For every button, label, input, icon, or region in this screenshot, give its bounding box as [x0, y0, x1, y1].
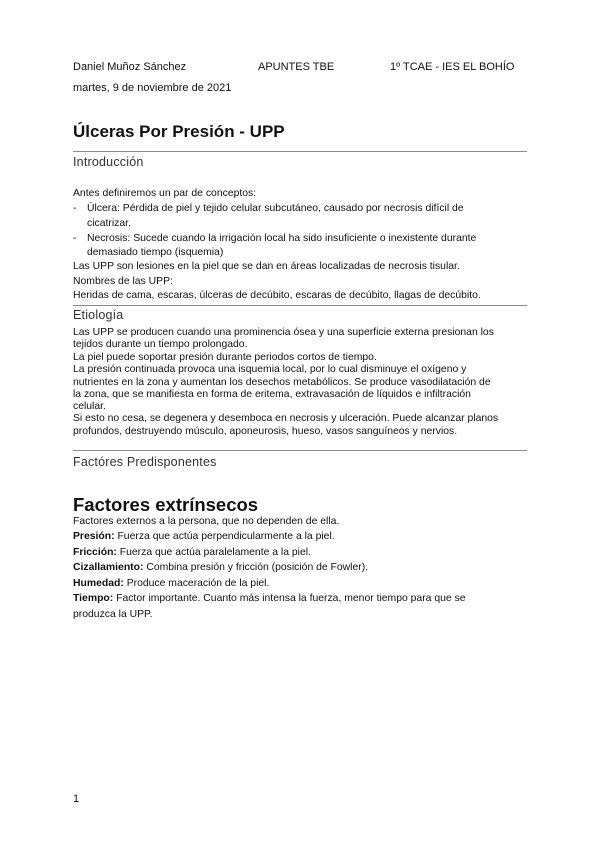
bullet-marker: -: [73, 203, 77, 214]
etiologia-line: tejidos durante un tiempo prolongado.: [73, 339, 248, 350]
factor-desc: Fuerza que actúa perpendicularmente a la piel.: [114, 531, 335, 542]
factor-desc: Produce maceración de la piel.: [123, 578, 270, 589]
extrinsecos-lead: Factores externos a la persona, que no dependen de ella.: [73, 516, 340, 527]
bullet-line: Necrosis: Sucede cuando la irrigación local ha sido insuficiente o inexistente durante: [87, 233, 477, 244]
etiologia-line: La piel puede soportar presión durante periodos cortos de tiempo.: [73, 352, 377, 363]
bullet-line: demasiado tiempo (isquemia): [87, 247, 224, 258]
header-subject: APUNTES TBE: [258, 61, 335, 73]
section-heading-intro: Introducción: [73, 155, 144, 169]
bullet-marker: -: [73, 233, 77, 244]
factor-term: Humedad:: [73, 578, 124, 589]
etiologia-line: Si esto no cesa, se degenera y desemboca en necrosis y ulceración. Puede alcanzar planos: [73, 413, 499, 424]
factor-item-continuation: produzca la UPP.: [73, 609, 153, 620]
factor-item: [73, 547, 311, 559]
bullet-line: cicatrizar.: [87, 218, 131, 229]
factor-term: Tiempo:: [73, 593, 114, 604]
etiologia-line: celular.: [73, 401, 106, 412]
page-number: 1: [73, 793, 80, 805]
heading-factores-extrinsecos: Factores extrínsecos: [73, 494, 259, 515]
section-divider: [73, 305, 527, 306]
etiologia-line: La presión continuada provoca una isquemia local, por lo cual disminuye el oxígeno y: [73, 364, 467, 375]
etiologia-line: la zona, que se manifiesta en forma de eritema, extravasación de líquidos e infiltración: [73, 389, 471, 400]
factor-term: Cizallamiento:: [73, 562, 144, 573]
intro-line: Las UPP son lesiones en la piel que se dan en áreas localizadas de necrosis tisular.: [73, 261, 460, 272]
page-title: Úlceras Por Presión - UPP: [73, 122, 285, 141]
factor-desc: Fuerza que actúa paralelamente a la piel.: [116, 547, 311, 558]
header-course: 1º TCAE - IES EL BOHÍO: [390, 61, 515, 73]
intro-line: Heridas de cama, escaras, úlceras de decúbito, escaras de decúbito, llagas de decúbito.: [73, 290, 481, 301]
factor-item: [73, 531, 335, 543]
section-divider: [73, 450, 527, 451]
header-author: Daniel Muñoz Sánchez: [73, 61, 187, 73]
etiologia-line: nutrientes en la zona y aumentan los desechos metabólicos. Se produce vasodilatación de: [73, 377, 491, 388]
intro-lead: Antes definiremos un par de conceptos:: [73, 188, 257, 199]
intro-line: Nombres de las UPP:: [73, 276, 173, 287]
factor-desc: Combina presión y fricción (posición de Fowler).: [143, 562, 369, 573]
title-divider: [73, 151, 527, 152]
factor-term: Fricción:: [73, 547, 117, 558]
section-heading-predisponentes: Factóres Predisponentes: [73, 455, 217, 469]
bullet-line: Úlcera: Pérdida de piel y tejido celular subcutáneo, causado por necrosis difícil de: [87, 203, 464, 214]
factor-term: Presión:: [73, 531, 115, 542]
factor-desc: Factor importante. Cuanto más intensa la fuerza, menor tiempo para que se: [113, 593, 466, 604]
section-heading-etiologia: Etiología: [73, 308, 124, 322]
etiologia-line: profundos, destruyendo músculo, aponeurosis, hueso, vasos sanguíneos y nervios.: [73, 426, 458, 437]
header-date: martes, 9 de noviembre de 2021: [73, 82, 232, 94]
etiologia-line: Las UPP se producen cuando una prominencia ósea y una superficie externa presionan los: [73, 327, 494, 338]
factor-item: [73, 578, 269, 590]
factor-item: [73, 562, 368, 574]
factor-item: [73, 593, 466, 605]
